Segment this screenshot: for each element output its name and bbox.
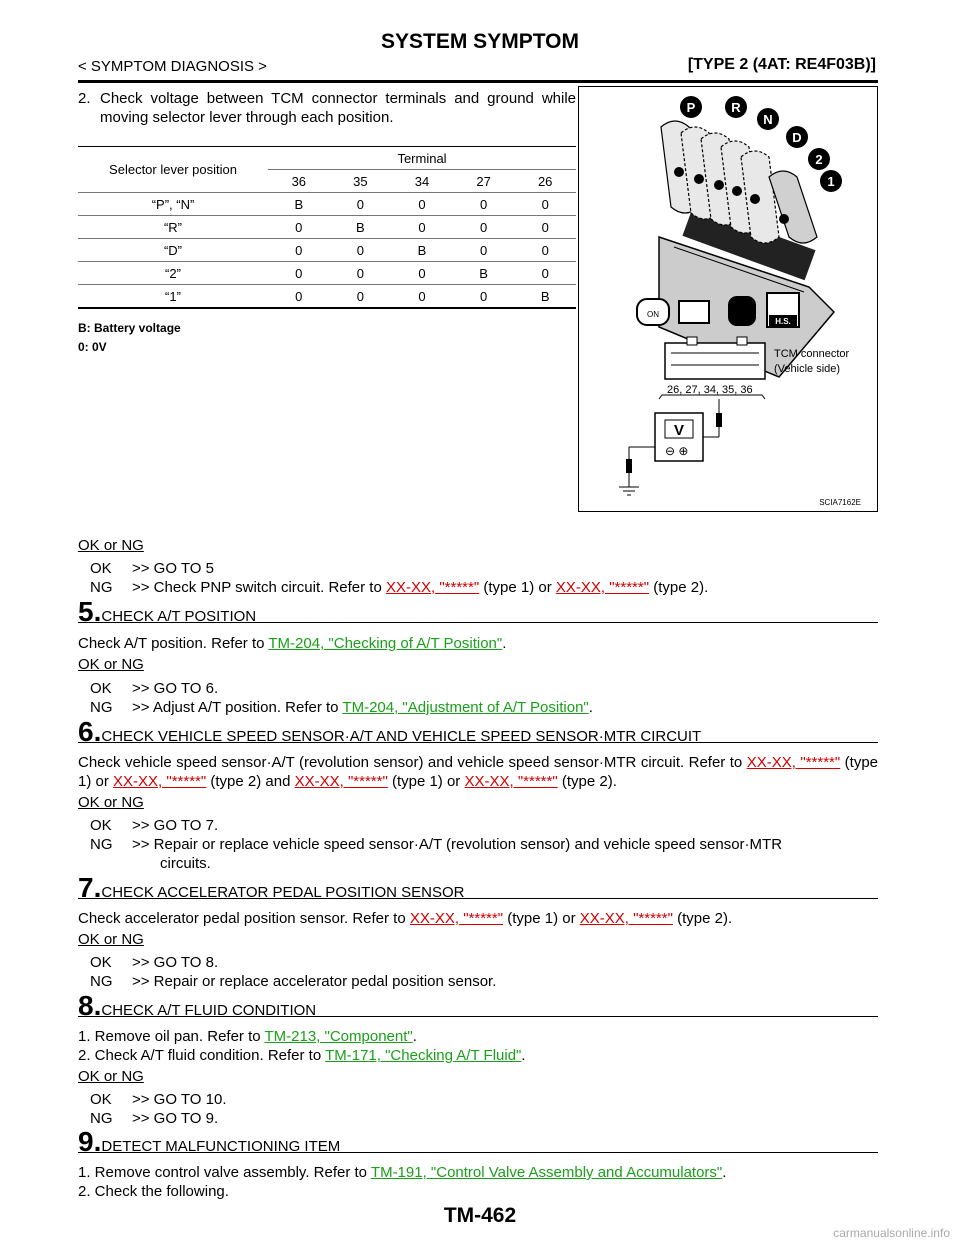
page-title: SYSTEM SYMPTOM [381, 30, 579, 53]
step-text: Check voltage between TCM connector terminals and ground while moving selector lever through each position. [100, 90, 576, 126]
probe-positive [716, 413, 722, 427]
table-row [78, 262, 576, 285]
table-row [78, 193, 576, 216]
section-9-step2: 2. Check the following. [78, 1183, 229, 1200]
cell: 0 [268, 239, 330, 262]
section-7-heading: 7.CHECK ACCELERATOR PEDAL POSITION SENSOR [78, 872, 878, 899]
step-2-instruction [78, 89, 576, 127]
cell: 0 [453, 239, 515, 262]
legend-battery: B: Battery voltage [78, 321, 181, 335]
cell: 0 [268, 285, 330, 309]
cell: 0 [514, 262, 576, 285]
section-6-heading: 6.CHECK VEHICLE SPEED SENSOR·A/T AND VEHICLE SPEED SENSOR·MTR CIRCUIT [78, 716, 878, 743]
link-vss-at-type1[interactable]: XX-XX, "*****" [746, 754, 841, 771]
result-ok: OK >> GO TO 10. [90, 1091, 227, 1108]
cell: 0 [514, 239, 576, 262]
result-ng: NG >> Check PNP switch circuit. Refer to XX-XX, "*****" (type 1) or XX-XX, "*****" (type 2). [90, 579, 709, 596]
svg-text:⊖ ⊕: ⊖ ⊕ [665, 444, 689, 458]
col-header-selector: Selector lever position [78, 147, 268, 193]
terminal-header: 36 [268, 170, 330, 193]
section-5-body: Check A/T position. Refer to TM-204, "Checking of A/T Position". [78, 635, 507, 652]
table-row [78, 285, 576, 309]
cell: 0 [268, 262, 330, 285]
figure-caption: SCIA7162E [819, 498, 861, 507]
ok-ng-label: OK or NG [78, 537, 144, 554]
terminals-label: 26, 27, 34, 35, 36 [667, 384, 753, 396]
result-ng: NG >> Repair or replace vehicle speed sensor·A/T (revolution sensor) and vehicle speed sensor·MTR circuits. [90, 836, 783, 872]
cell: B [330, 216, 392, 239]
step-number: 2. [78, 90, 91, 107]
link-checking-at-position[interactable]: TM-204, "Checking of A/T Position" [268, 635, 503, 652]
result-ng: NG >> Adjust A/T position. Refer to TM-204, "Adjustment of A/T Position". [90, 699, 593, 716]
link-pnp-type1[interactable]: XX-XX, "*****" [385, 579, 480, 596]
ok-ng-label: OK or NG [78, 931, 144, 948]
section-9-heading: 9.DETECT MALFUNCTIONING ITEM [78, 1126, 878, 1153]
connector-plug-icon [679, 301, 709, 323]
result-ng: NG >> Repair or replace accelerator pedal position sensor. [90, 973, 497, 990]
cell: 0 [330, 285, 392, 309]
result-ok: OK >> GO TO 5 [90, 560, 214, 577]
row-position: “1” [78, 285, 268, 309]
cell: 0 [391, 216, 453, 239]
link-vss-mtr-type1[interactable]: XX-XX, "*****" [294, 773, 388, 790]
table-row [78, 239, 576, 262]
cell: 0 [391, 193, 453, 216]
cell: 0 [330, 262, 392, 285]
vehicle-side-label: (Vehicle side) [774, 363, 841, 375]
table-row [78, 216, 576, 239]
cell: 0 [330, 193, 392, 216]
terminal-header: 27 [453, 170, 515, 193]
section-5-heading: 5.CHECK A/T POSITION [78, 596, 878, 623]
selector-lever-figure [578, 86, 878, 512]
link-apps-type1[interactable]: XX-XX, "*****" [409, 910, 504, 927]
connector-icon [729, 297, 755, 325]
cell: 0 [330, 239, 392, 262]
hs-label: H.S. [775, 317, 791, 326]
figure-illustration [579, 87, 877, 511]
row-position: “2” [78, 262, 268, 285]
cell: 0 [268, 216, 330, 239]
on-label: ON [647, 310, 659, 319]
page-number: TM-462 [443, 1204, 517, 1227]
gear-2: 2 [815, 152, 823, 167]
cell: B [514, 285, 576, 309]
section-8-step1: 1. Remove oil pan. Refer to TM-213, "Component". [78, 1028, 417, 1045]
cell: 0 [391, 285, 453, 309]
result-ok: OK >> GO TO 8. [90, 954, 219, 971]
terminal-header: 26 [514, 170, 576, 193]
section-7-body: Check accelerator pedal position sensor. Refer to XX-XX, "*****" (type 1) or XX-XX, "*****" (type 2). [78, 910, 733, 927]
section-8-step2: 2. Check A/T fluid condition. Refer to TM-171, "Checking A/T Fluid". [78, 1047, 526, 1064]
tcm-connector-label: TCM connector [774, 348, 850, 360]
col-header-terminal: Terminal [268, 147, 576, 170]
link-adjustment-at-position[interactable]: TM-204, "Adjustment of A/T Position" [342, 699, 589, 716]
gear-p: P [686, 100, 696, 115]
terminal-header: 34 [391, 170, 453, 193]
cell: 0 [391, 262, 453, 285]
cell: 0 [453, 216, 515, 239]
link-checking-at-fluid[interactable]: TM-171, "Checking A/T Fluid" [325, 1047, 522, 1064]
ok-ng-label: OK or NG [78, 794, 144, 811]
header-rule [78, 80, 878, 83]
cell: 0 [453, 285, 515, 309]
watermark: carmanualsonline.info [833, 1226, 950, 1240]
cell: B [391, 239, 453, 262]
link-control-valve[interactable]: TM-191, "Control Valve Assembly and Accumulators" [370, 1164, 723, 1181]
link-vss-at-type2[interactable]: XX-XX, "*****" [113, 773, 207, 790]
section-breadcrumb: < SYMPTOM DIAGNOSIS > [78, 58, 267, 75]
link-apps-type2[interactable]: XX-XX, "*****" [579, 910, 673, 927]
ok-ng-label: OK or NG [78, 1068, 144, 1085]
model-type-label: [TYPE 2 (4AT: RE4F03B)] [687, 56, 876, 73]
cell: B [453, 262, 515, 285]
tcm-connector-drawing [665, 343, 765, 379]
section-8-heading: 8.CHECK A/T FLUID CONDITION [78, 990, 878, 1017]
gear-r: R [731, 100, 741, 115]
gear-1: 1 [827, 174, 835, 189]
row-position: “R” [78, 216, 268, 239]
cell: 0 [514, 193, 576, 216]
section-9-step1: 1. Remove control valve assembly. Refer to TM-191, "Control Valve Assembly and Accumulators". [78, 1164, 727, 1181]
row-position: “P”, “N” [78, 193, 268, 216]
legend-zero: 0: 0V [78, 340, 107, 354]
terminal-voltage-table [78, 146, 576, 309]
voltmeter-label: V [673, 422, 685, 439]
gear-d: D [792, 130, 802, 145]
result-ok: OK >> GO TO 6. [90, 680, 219, 697]
cell: 0 [514, 216, 576, 239]
cell: B [268, 193, 330, 216]
terminal-header: 35 [330, 170, 392, 193]
link-vss-mtr-type2[interactable]: XX-XX, "*****" [464, 773, 558, 790]
cell: 0 [453, 193, 515, 216]
ground-icon [619, 487, 639, 495]
result-ng: NG >> GO TO 9. [90, 1110, 219, 1127]
link-pnp-type2[interactable]: XX-XX, "*****" [555, 579, 650, 596]
link-component[interactable]: TM-213, "Component" [264, 1028, 413, 1045]
section-6-body: Check vehicle speed sensor·A/T (revolution sensor) and vehicle speed sensor·MTR circuit. Refer to XX-XX, "*****" (type 1) or XX-XX, "*****" (type 2) and XX-XX, "*****" (type 1) or XX-XX, "*****" (type 2). [78, 754, 879, 790]
row-position: “D” [78, 239, 268, 262]
probe-negative [626, 459, 632, 473]
gear-n: N [763, 112, 773, 127]
result-ok: OK >> GO TO 7. [90, 817, 219, 834]
ok-ng-label: OK or NG [78, 656, 144, 673]
